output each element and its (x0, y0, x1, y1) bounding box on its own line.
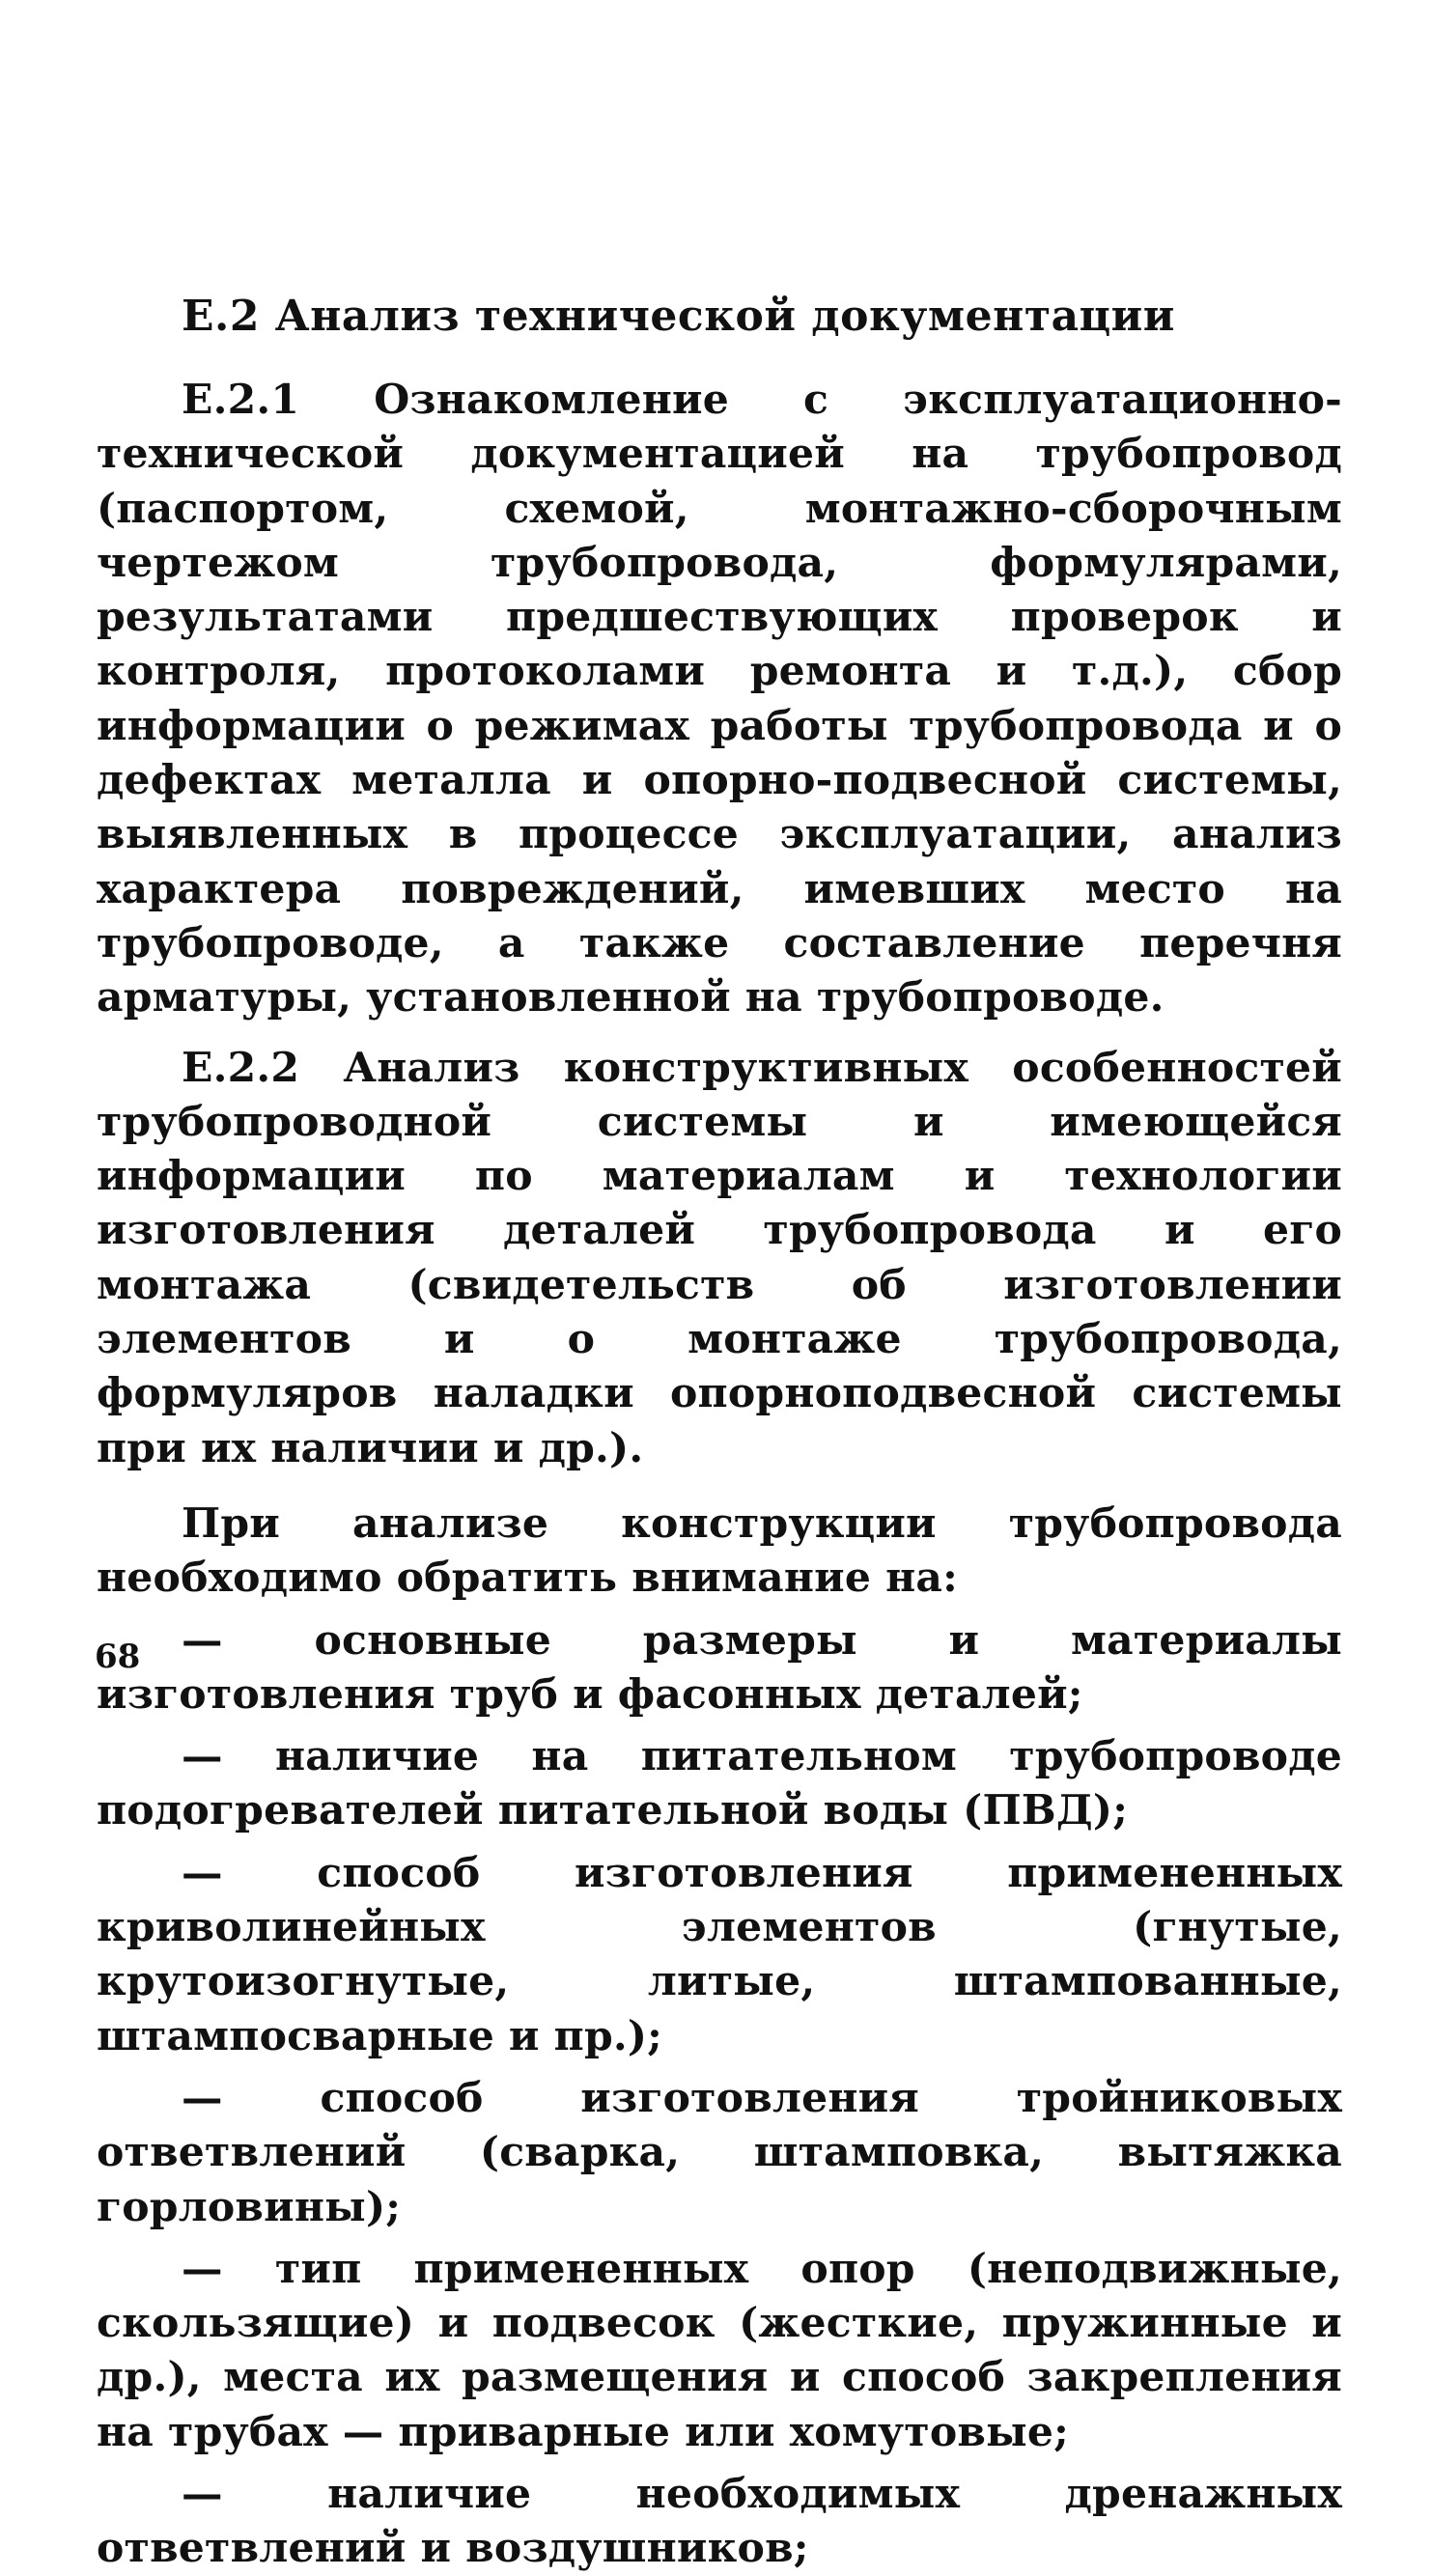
paragraph-e22-text: Анализ конструктивных особенностей трубопроводной системы и имеющейся информации по материалам и технологии изготовления деталей трубопровода и его монтажа (свидетельств об изготовлении элементов и о монтаже трубопровода, формуляров наладки опорноподвесной системы при их наличии и др.). (97, 1043, 1342, 1472)
list-item: — тип примененных опор (неподвижные, скользящие) и подвесок (жесткие, пружинные и др.), места их размещения и способ закрепления на трубах — приварные или хомутовые; (97, 2244, 1342, 2456)
paragraph-e22-number: Е.2.2 (182, 1043, 300, 1092)
list-item: — наличие необходимых дренажных ответвлений и воздушников; (97, 2469, 1342, 2573)
paragraph-e21-text: Ознакомление с эксплуатационно-технической документацией на трубопровод (паспортом, схемой, монтажно-сборочным чертежом трубопровода, формулярами, результатами предшествующих проверок и контроля, протоколами ремонта и т.д.), сбор информации о режимах работы трубопровода и о дефектах металла и опорно-подвесной системы, выявленных в процессе эксплуатации, анализ характера повреждений, имевших место на трубопроводе, а также составление перечня арматуры, установленной на трубопроводе. (97, 376, 1342, 1022)
paragraph-e21-number: Е.2.1 (182, 376, 300, 424)
list-item: — способ изготовления примененных криволинейных элементов (гнутые, крутоизогнутые, литые, штампованные, штампосварные и пр.); (97, 1848, 1342, 2060)
intro-paragraph: При анализе конструкции трубопровода необходимо обратить внимание на: (97, 1498, 1342, 1603)
section-heading: Е.2 Анализ технической документации (182, 292, 1175, 341)
page-content (97, 290, 1342, 2576)
page-number: 68 (95, 1638, 141, 1676)
paragraph-e21 (97, 373, 1342, 1025)
list-item: — наличие на питательном трубопроводе подогревателей питательной воды (ПВД); (97, 1732, 1342, 1835)
paragraph-e22 (97, 1041, 1342, 1475)
list-item: — основные размеры и материалы изготовления труб и фасонных деталей; (97, 1615, 1342, 1719)
list-item: — способ изготовления тройниковых ответвлений (сварка, штамповка, вытяжка горловины); (97, 2073, 1342, 2231)
